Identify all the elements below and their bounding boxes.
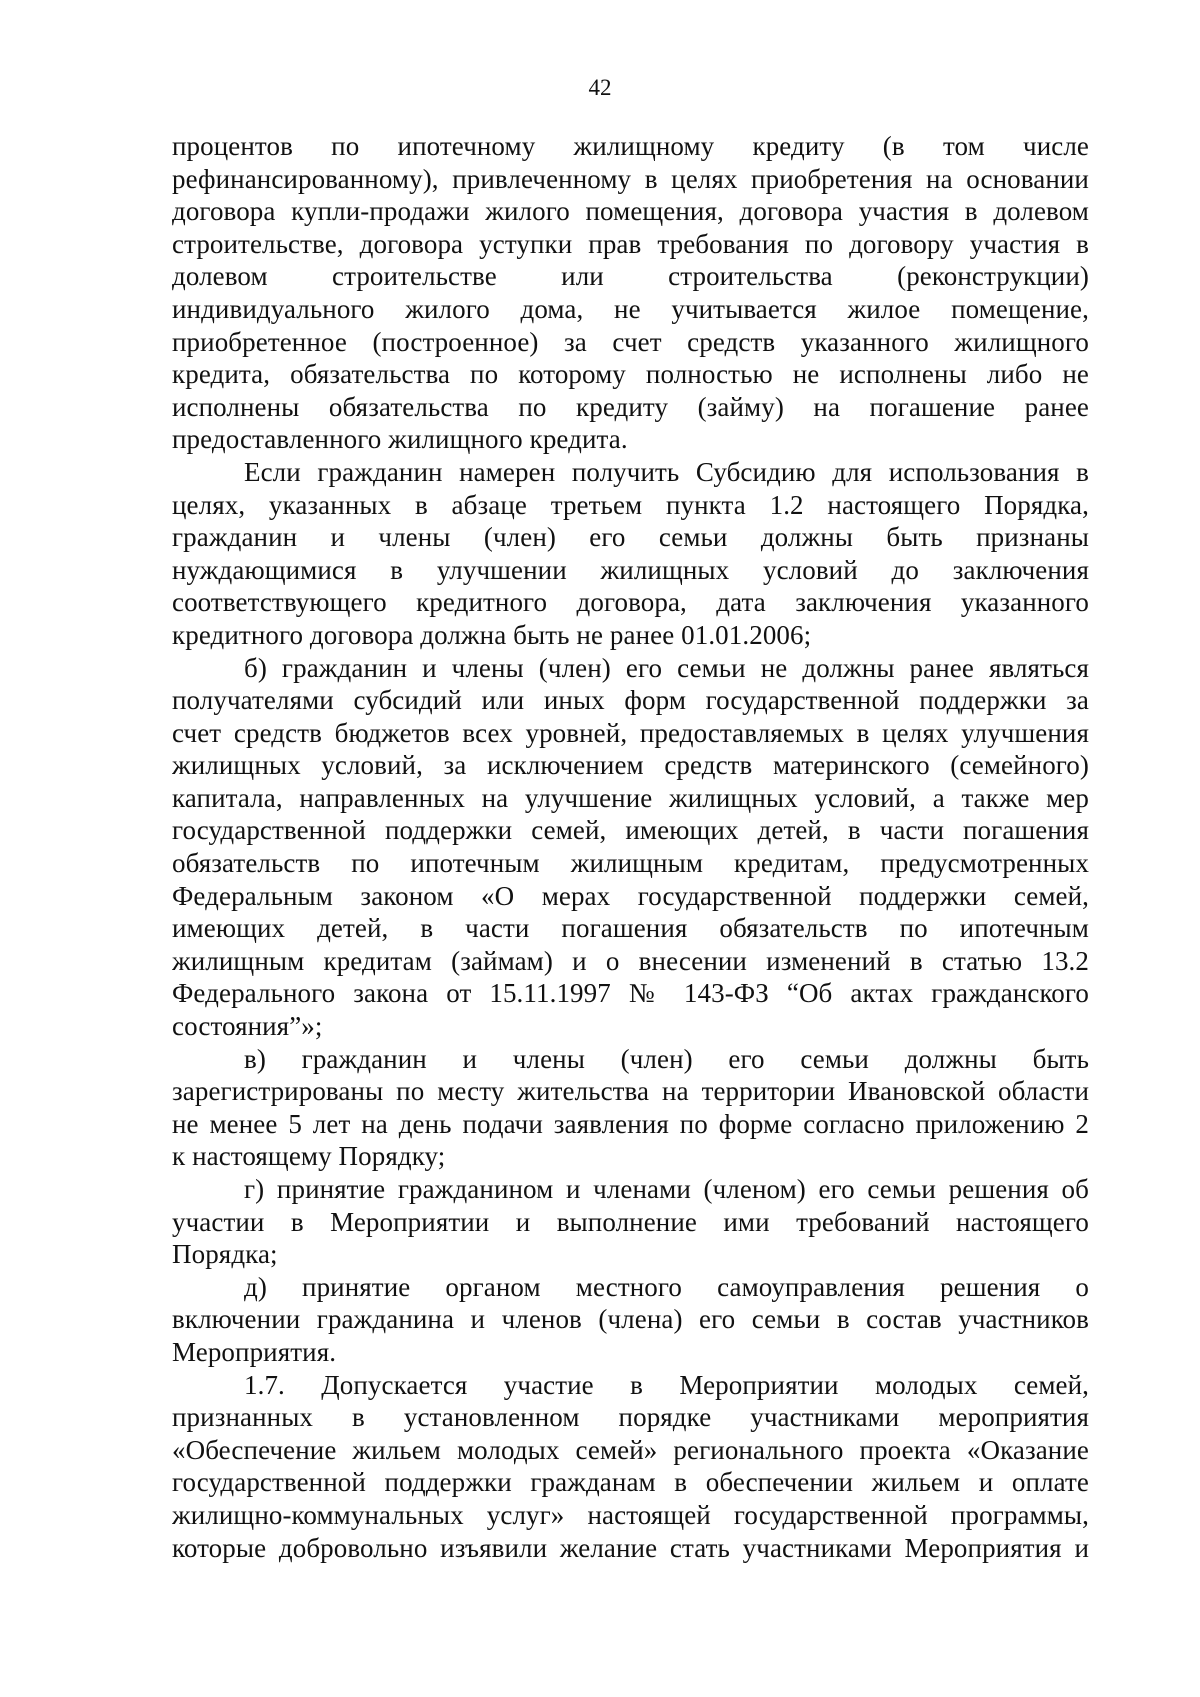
text-line: предоставленного жилищного кредита. <box>172 424 628 455</box>
text-line: которые добровольно изъявили желание стать участниками Мероприятия и <box>172 1532 1089 1563</box>
text-line: Порядка; <box>172 1239 278 1270</box>
text-line: капитала, направленных на улучшение жилищных условий, а также мер <box>172 782 1089 813</box>
paragraph <box>172 652 1089 1043</box>
text-line: имеющих детей, в части погашения обязательств по ипотечным <box>172 913 1089 944</box>
paragraph <box>172 1271 1089 1369</box>
text-line: долевом строительстве или строительства (реконструкции) <box>172 261 1089 292</box>
text-line: процентов по ипотечному жилищному кредиту (в том числе <box>172 131 1089 161</box>
text-line: приобретенное (построенное) за счет средств указанного жилищного <box>172 326 1089 357</box>
paragraph <box>172 1173 1089 1271</box>
text-line: состояния”»; <box>172 1011 323 1042</box>
text-line: признанных в установленном порядке участниками мероприятия <box>172 1402 1089 1433</box>
text-line: рефинансированному), привлеченному в целях приобретения на основании <box>172 163 1089 194</box>
text-line: зарегистрированы по месту жительства на территории Ивановской области <box>172 1076 1089 1107</box>
text-line: строительстве, договора уступки прав требования по договору участия в <box>172 228 1089 259</box>
text-line: не менее 5 лет на день подачи заявления по форме согласно приложению 2 <box>172 1108 1089 1139</box>
text-line: в) гражданин и члены (член) его семьи должны быть <box>244 1043 1089 1074</box>
paragraph <box>172 1369 1089 1565</box>
text-line: счет средств бюджетов всех уровней, предоставляемых в целях улучшения <box>172 717 1089 748</box>
text-line: целях, указанных в абзаце третьем пункта 1.2 настоящего Порядка, <box>172 489 1089 520</box>
text-line: нуждающимися в улучшении жилищных условий до заключения <box>172 554 1089 585</box>
text-line: обязательств по ипотечным жилищным кредитам, предусмотренных <box>172 848 1089 879</box>
text-line: исполнены обязательства по кредиту (займу) на погашение ранее <box>172 391 1089 422</box>
text-line: 1.7. Допускается участие в Мероприятии молодых семей, <box>244 1369 1089 1400</box>
paragraph <box>172 130 1089 456</box>
text-line: включении гражданина и членов (члена) его семьи в состав участников <box>172 1304 1089 1335</box>
text-line: к настоящему Порядку; <box>172 1141 446 1172</box>
text-line: соответствующего кредитного договора, дата заключения указанного <box>172 587 1089 618</box>
text-line: участии в Мероприятии и выполнение ими требований настоящего <box>172 1206 1089 1237</box>
document-body <box>172 130 1089 1564</box>
text-line: Федеральным законом «О мерах государственной поддержки семей, <box>172 880 1089 911</box>
text-line: «Обеспечение жильем молодых семей» регионального проекта «Оказание <box>172 1434 1089 1465</box>
text-line: б) гражданин и члены (член) его семьи не должны ранее являться <box>244 652 1089 683</box>
text-line: Мероприятия. <box>172 1336 337 1367</box>
text-line: Если гражданин намерен получить Субсидию для использования в <box>244 456 1089 487</box>
text-line: д) принятие органом местного самоуправления решения о <box>244 1271 1089 1302</box>
paragraph <box>172 456 1089 652</box>
page-number: 42 <box>588 75 612 100</box>
text-line: государственной поддержки гражданам в обеспечении жильем и оплате <box>172 1467 1089 1498</box>
text-line: жилищных условий, за исключением средств материнского (семейного) <box>172 750 1089 781</box>
text-line: Федерального закона от 15.11.1997 № 143-ФЗ “Об актах гражданского <box>172 978 1089 1009</box>
text-line: государственной поддержки семей, имеющих детей, в части погашения <box>172 815 1089 846</box>
paragraph <box>172 1043 1089 1173</box>
text-line: гражданин и члены (член) его семьи должны быть признаны <box>172 522 1089 553</box>
text-line: жилищным кредитам (займам) и о внесении изменений в статью 13.2 <box>172 945 1089 976</box>
text-line: получателями субсидий или иных форм государственной поддержки за <box>172 685 1089 716</box>
text-line: кредитного договора должна быть не ранее 01.01.2006; <box>172 619 812 650</box>
text-line: индивидуального жилого дома, не учитывается жилое помещение, <box>172 293 1089 324</box>
text-line: договора купли-продажи жилого помещения, договора участия в долевом <box>172 196 1089 227</box>
text-line: жилищно-коммунальных услуг» настоящей государственной программы, <box>172 1499 1089 1530</box>
text-line: кредита, обязательства по которому полностью не исполнены либо не <box>172 359 1089 390</box>
text-line: г) принятие гражданином и членами (членом) его семьи решения об <box>244 1174 1089 1204</box>
